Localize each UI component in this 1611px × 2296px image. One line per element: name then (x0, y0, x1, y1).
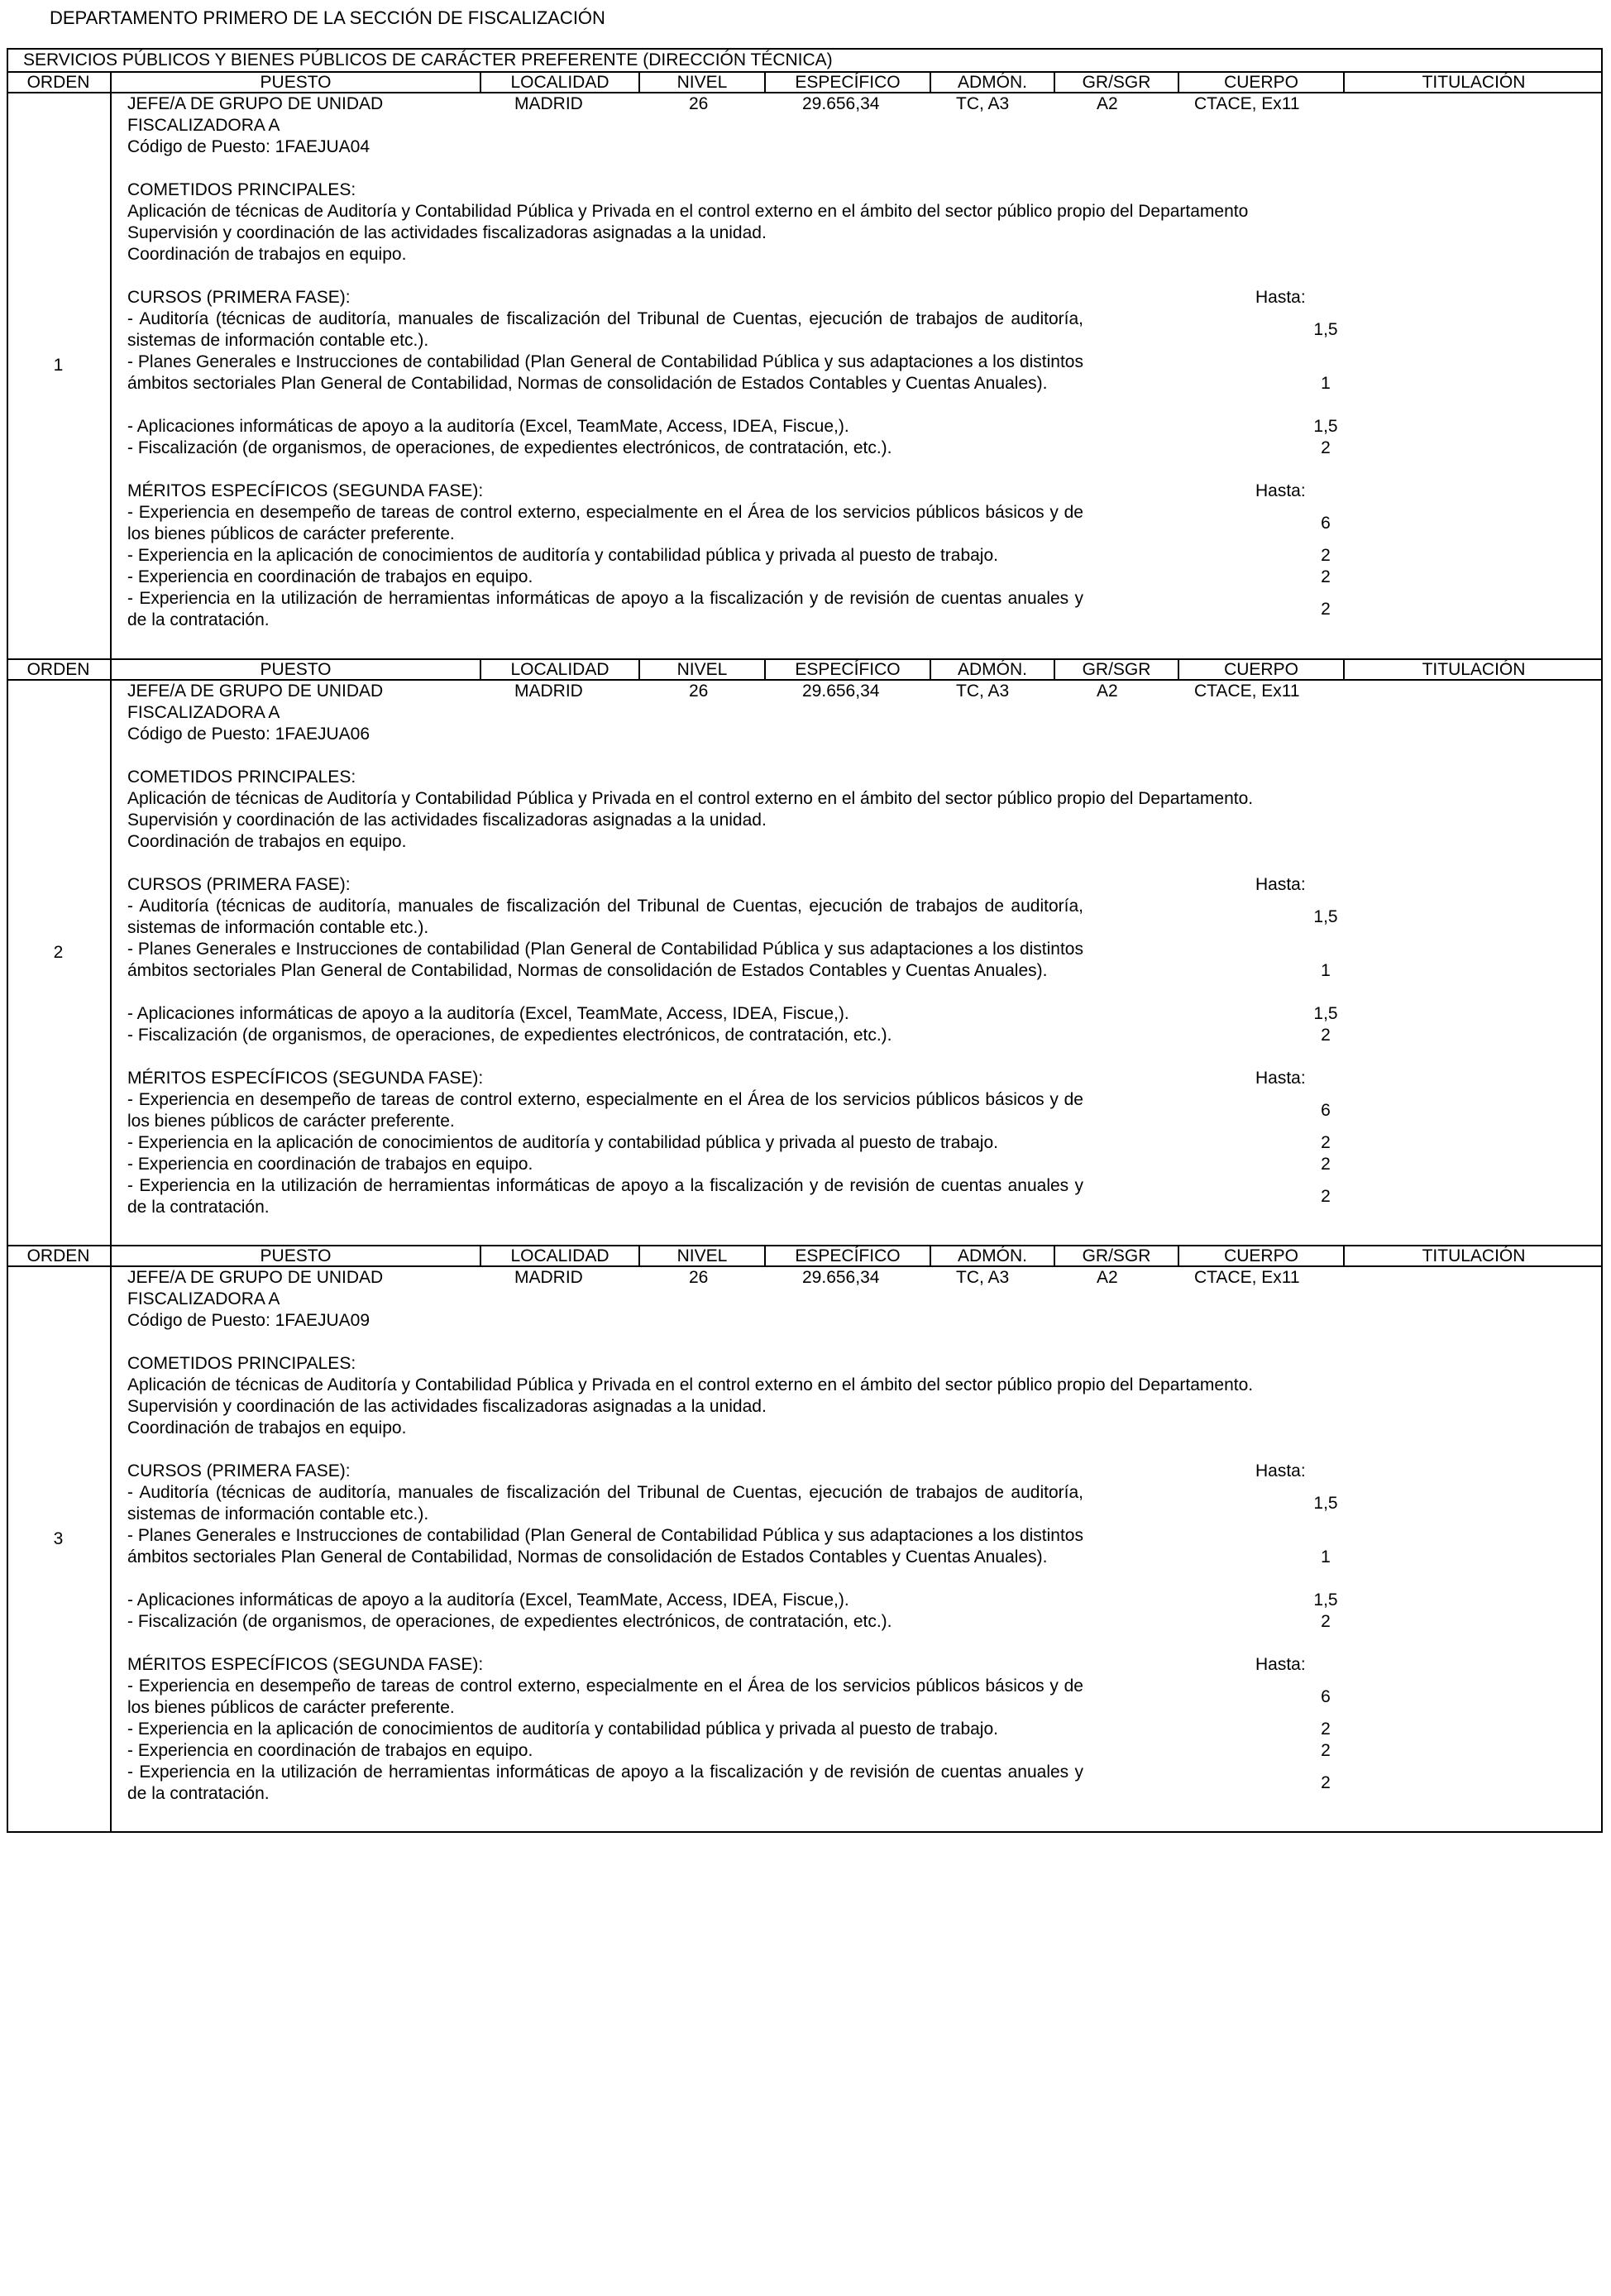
merito-points: 6 (1321, 1101, 1331, 1120)
hasta-label: Hasta: (1255, 875, 1306, 894)
header-cell: NIVEL (638, 1246, 764, 1267)
position-row (7, 93, 1603, 658)
cursos-heading: CURSOS (PRIMERA FASE): (127, 875, 351, 894)
curso-points: 1 (1321, 374, 1331, 393)
cometido-item: Coordinación de trabajos en equipo. (127, 1418, 407, 1437)
puesto-title: JEFE/A DE GRUPO DE UNIDAD (127, 94, 384, 113)
header-cell: ADMÓN. (930, 660, 1054, 681)
curso-points: 1,5 (1313, 1494, 1338, 1513)
curso-points: 2 (1321, 1026, 1331, 1045)
curso-item: - Fiscalización (de organismos, de operaciones, de expedientes electrónicos, de contratación, etc.). (127, 1612, 892, 1631)
gr-value: A2 (1097, 682, 1118, 701)
localidad-value: MADRID (514, 94, 583, 113)
curso-points: 2 (1321, 438, 1331, 457)
header-cell: PUESTO (110, 73, 480, 93)
hasta-label: Hasta: (1255, 481, 1306, 500)
cometido-item: Coordinación de trabajos en equipo. (127, 245, 407, 264)
header-cell: NIVEL (638, 73, 764, 93)
hasta-label: Hasta: (1255, 1461, 1306, 1480)
orden-number: 1 (53, 356, 64, 375)
meritos-heading: MÉRITOS ESPECÍFICOS (SEGUNDA FASE): (127, 481, 484, 500)
header-cell: CUERPO (1178, 1246, 1343, 1267)
cometido-item: Supervisión y coordinación de las actividades fiscalizadoras asignadas a la unidad. (127, 1397, 767, 1416)
curso-item: - Planes Generales e Instrucciones de contabilidad (Plan General de Contabilidad Pública y sus adaptaciones a los distintos ámbitos sectoriales Plan General de Contabilidad, Normas de consolidación de Estados Contables y Cuentas Anuales). (127, 352, 1083, 393)
orden-number: 2 (53, 943, 64, 962)
cometido-item: Aplicación de técnicas de Auditoría y Contabilidad Pública y Privada en el control externo en el ámbito del sector público propio del Departamento (127, 202, 1249, 221)
merito-points: 2 (1321, 1773, 1331, 1792)
puesto-code: Código de Puesto: 1FAEJUA09 (127, 1311, 370, 1330)
merito-item: - Experiencia en coordinación de trabajos en equipo. (127, 1741, 533, 1760)
merito-item: - Experiencia en coordinación de trabajos en equipo. (127, 567, 533, 586)
header-cell: ADMÓN. (930, 1246, 1054, 1267)
header-cell: LOCALIDAD (480, 660, 638, 681)
puesto-title-cont: FISCALIZADORA A (127, 1289, 280, 1308)
header-cell: ESPECÍFICO (764, 73, 930, 93)
header-cell: LOCALIDAD (480, 1246, 638, 1267)
header-cell: CUERPO (1178, 73, 1343, 93)
merito-item: - Experiencia en la aplicación de conocimientos de auditoría y contabilidad pública y privada al puesto de trabajo. (127, 1720, 998, 1739)
curso-item: - Auditoría (técnicas de auditoría, manuales de fiscalización del Tribunal de Cuentas, ejecución de trabajos de auditoría, sistemas de información contable etc.). (127, 309, 1083, 350)
merito-points: 6 (1321, 514, 1331, 533)
cometidos-heading: COMETIDOS PRINCIPALES: (127, 768, 356, 787)
curso-points: 1,5 (1313, 417, 1338, 436)
especifico-value: 29.656,34 (802, 94, 880, 113)
curso-item: - Auditoría (técnicas de auditoría, manuales de fiscalización del Tribunal de Cuentas, ejecución de trabajos de auditoría, sistemas de información contable etc.). (127, 897, 1083, 937)
curso-points: 1,5 (1313, 320, 1338, 339)
header-cell: GR/SGR (1054, 660, 1178, 681)
cometido-item: Aplicación de técnicas de Auditoría y Contabilidad Pública y Privada en el control externo en el ámbito del sector público propio del Departamento. (127, 1375, 1254, 1394)
header-cell: ORDEN (26, 73, 90, 92)
merito-item: - Experiencia en la utilización de herramientas informáticas de apoyo a la fiscalización y de revisión de cuentas anuales y de la contratación. (127, 589, 1083, 629)
header-cell: CUERPO (1178, 660, 1343, 681)
hasta-label: Hasta: (1255, 1655, 1306, 1674)
cuerpo-value: CTACE, Ex11 (1194, 1268, 1300, 1287)
header-cell: GR/SGR (1054, 73, 1178, 93)
merito-item: - Experiencia en la utilización de herramientas informáticas de apoyo a la fiscalización y de revisión de cuentas anuales y de la contratación. (127, 1763, 1083, 1803)
merito-points: 6 (1321, 1687, 1331, 1706)
localidad-value: MADRID (514, 1268, 583, 1287)
admon-value: TC, A3 (956, 682, 1010, 701)
nivel-value: 26 (689, 682, 709, 701)
puesto-title-cont: FISCALIZADORA A (127, 703, 280, 722)
cuerpo-value: CTACE, Ex11 (1194, 682, 1300, 701)
cometidos-heading: COMETIDOS PRINCIPALES: (127, 180, 356, 199)
table-header-row (7, 658, 1603, 681)
header-cell: PUESTO (110, 1246, 480, 1267)
cuerpo-value: CTACE, Ex11 (1194, 94, 1300, 113)
puesto-code: Código de Puesto: 1FAEJUA06 (127, 725, 370, 744)
curso-item: - Aplicaciones informáticas de apoyo a la auditoría (Excel, TeamMate, Access, IDEA, Fiscue,). (127, 417, 849, 436)
hasta-label: Hasta: (1255, 288, 1306, 307)
header-cell: TITULACIÓN (1343, 660, 1603, 681)
merito-item: - Experiencia en la aplicación de conocimientos de auditoría y contabilidad pública y privada al puesto de trabajo. (127, 546, 998, 565)
merito-points: 2 (1321, 1741, 1331, 1760)
merito-points: 2 (1321, 546, 1331, 565)
hasta-label: Hasta: (1255, 1069, 1306, 1088)
curso-item: - Aplicaciones informáticas de apoyo a la auditoría (Excel, TeamMate, Access, IDEA, Fiscue,). (127, 1004, 849, 1023)
puesto-title: JEFE/A DE GRUPO DE UNIDAD (127, 1268, 384, 1287)
nivel-value: 26 (689, 1268, 709, 1287)
gr-value: A2 (1097, 1268, 1118, 1287)
header-cell: TITULACIÓN (1343, 73, 1603, 93)
gr-value: A2 (1097, 94, 1118, 113)
header-cell: GR/SGR (1054, 1246, 1178, 1267)
curso-item: - Aplicaciones informáticas de apoyo a la auditoría (Excel, TeamMate, Access, IDEA, Fiscue,). (127, 1590, 849, 1610)
department-title: DEPARTAMENTO PRIMERO DE LA SECCIÓN DE FISCALIZACIÓN (50, 7, 605, 28)
merito-item: - Experiencia en coordinación de trabajos en equipo. (127, 1155, 533, 1174)
cursos-heading: CURSOS (PRIMERA FASE): (127, 1461, 351, 1480)
merito-points: 2 (1321, 1155, 1331, 1174)
cometidos-heading: COMETIDOS PRINCIPALES: (127, 1354, 356, 1373)
especifico-value: 29.656,34 (802, 1268, 880, 1287)
puesto-code: Código de Puesto: 1FAEJUA04 (127, 137, 370, 156)
curso-points: 1,5 (1313, 1590, 1338, 1610)
header-cell: NIVEL (638, 660, 764, 681)
admon-value: TC, A3 (956, 94, 1010, 113)
position-row (7, 1267, 1603, 1832)
merito-item: - Experiencia en la utilización de herramientas informáticas de apoyo a la fiscalización y de revisión de cuentas anuales y de la contratación. (127, 1176, 1083, 1217)
curso-item: - Fiscalización (de organismos, de operaciones, de expedientes electrónicos, de contratación, etc.). (127, 438, 892, 457)
curso-item: - Fiscalización (de organismos, de operaciones, de expedientes electrónicos, de contratación, etc.). (127, 1026, 892, 1045)
column-divider (110, 1267, 112, 1832)
merito-item: - Experiencia en desempeño de tareas de control externo, especialmente en el Área de los servicios públicos básicos y de los bienes públicos de carácter preferente. (127, 1677, 1083, 1717)
column-divider (110, 93, 112, 658)
curso-points: 1,5 (1313, 907, 1338, 926)
header-cell: ORDEN (26, 1246, 90, 1265)
header-cell: ORDEN (26, 660, 90, 679)
merito-item: - Experiencia en desempeño de tareas de control externo, especialmente en el Área de los servicios públicos básicos y de los bienes públicos de carácter preferente. (127, 503, 1083, 543)
section-title: SERVICIOS PÚBLICOS Y BIENES PÚBLICOS DE CARÁCTER PREFERENTE (DIRECCIÓN TÉCNICA) (23, 50, 833, 69)
merito-item: - Experiencia en la aplicación de conocimientos de auditoría y contabilidad pública y privada al puesto de trabajo. (127, 1133, 998, 1152)
merito-item: - Experiencia en desempeño de tareas de control externo, especialmente en el Área de los servicios públicos básicos y de los bienes públicos de carácter preferente. (127, 1090, 1083, 1131)
merito-points: 2 (1321, 1720, 1331, 1739)
curso-item: - Auditoría (técnicas de auditoría, manuales de fiscalización del Tribunal de Cuentas, ejecución de trabajos de auditoría, sistemas de información contable etc.). (127, 1483, 1083, 1523)
orden-number: 3 (53, 1529, 64, 1548)
merito-points: 2 (1321, 1133, 1331, 1152)
admon-value: TC, A3 (956, 1268, 1010, 1287)
meritos-heading: MÉRITOS ESPECÍFICOS (SEGUNDA FASE): (127, 1069, 484, 1088)
header-cell: LOCALIDAD (480, 73, 638, 93)
header-cell: ADMÓN. (930, 73, 1054, 93)
header-cell: PUESTO (110, 660, 480, 681)
curso-item: - Planes Generales e Instrucciones de contabilidad (Plan General de Contabilidad Pública y sus adaptaciones a los distintos ámbitos sectoriales Plan General de Contabilidad, Normas de consolidación de Estados Contables y Cuentas Anuales). (127, 940, 1083, 980)
table-header-row (7, 1245, 1603, 1267)
curso-points: 2 (1321, 1612, 1331, 1631)
nivel-value: 26 (689, 94, 709, 113)
header-cell: TITULACIÓN (1343, 1246, 1603, 1267)
curso-item: - Planes Generales e Instrucciones de contabilidad (Plan General de Contabilidad Pública y sus adaptaciones a los distintos ámbitos sectoriales Plan General de Contabilidad, Normas de consolidación de Estados Contables y Cuentas Anuales). (127, 1526, 1083, 1567)
curso-points: 1 (1321, 1547, 1331, 1567)
header-cell: ESPECÍFICO (764, 1246, 930, 1267)
puesto-title: JEFE/A DE GRUPO DE UNIDAD (127, 682, 384, 701)
position-row (7, 681, 1603, 1246)
localidad-value: MADRID (514, 682, 583, 701)
curso-points: 1 (1321, 961, 1331, 980)
cursos-heading: CURSOS (PRIMERA FASE): (127, 288, 351, 307)
merito-points: 2 (1321, 567, 1331, 586)
cometido-item: Coordinación de trabajos en equipo. (127, 832, 407, 851)
cometido-item: Supervisión y coordinación de las actividades fiscalizadoras asignadas a la unidad. (127, 811, 767, 830)
especifico-value: 29.656,34 (802, 682, 880, 701)
table-header-row (7, 71, 1603, 93)
header-cell: ESPECÍFICO (764, 660, 930, 681)
meritos-heading: MÉRITOS ESPECÍFICOS (SEGUNDA FASE): (127, 1655, 484, 1674)
merito-points: 2 (1321, 1187, 1331, 1206)
merito-points: 2 (1321, 600, 1331, 619)
cometido-item: Aplicación de técnicas de Auditoría y Contabilidad Pública y Privada en el control externo en el ámbito del sector público propio del Departamento. (127, 789, 1254, 808)
column-divider (110, 681, 112, 1246)
curso-points: 1,5 (1313, 1004, 1338, 1023)
puesto-title-cont: FISCALIZADORA A (127, 116, 280, 135)
cometido-item: Supervisión y coordinación de las actividades fiscalizadoras asignadas a la unidad. (127, 223, 767, 242)
